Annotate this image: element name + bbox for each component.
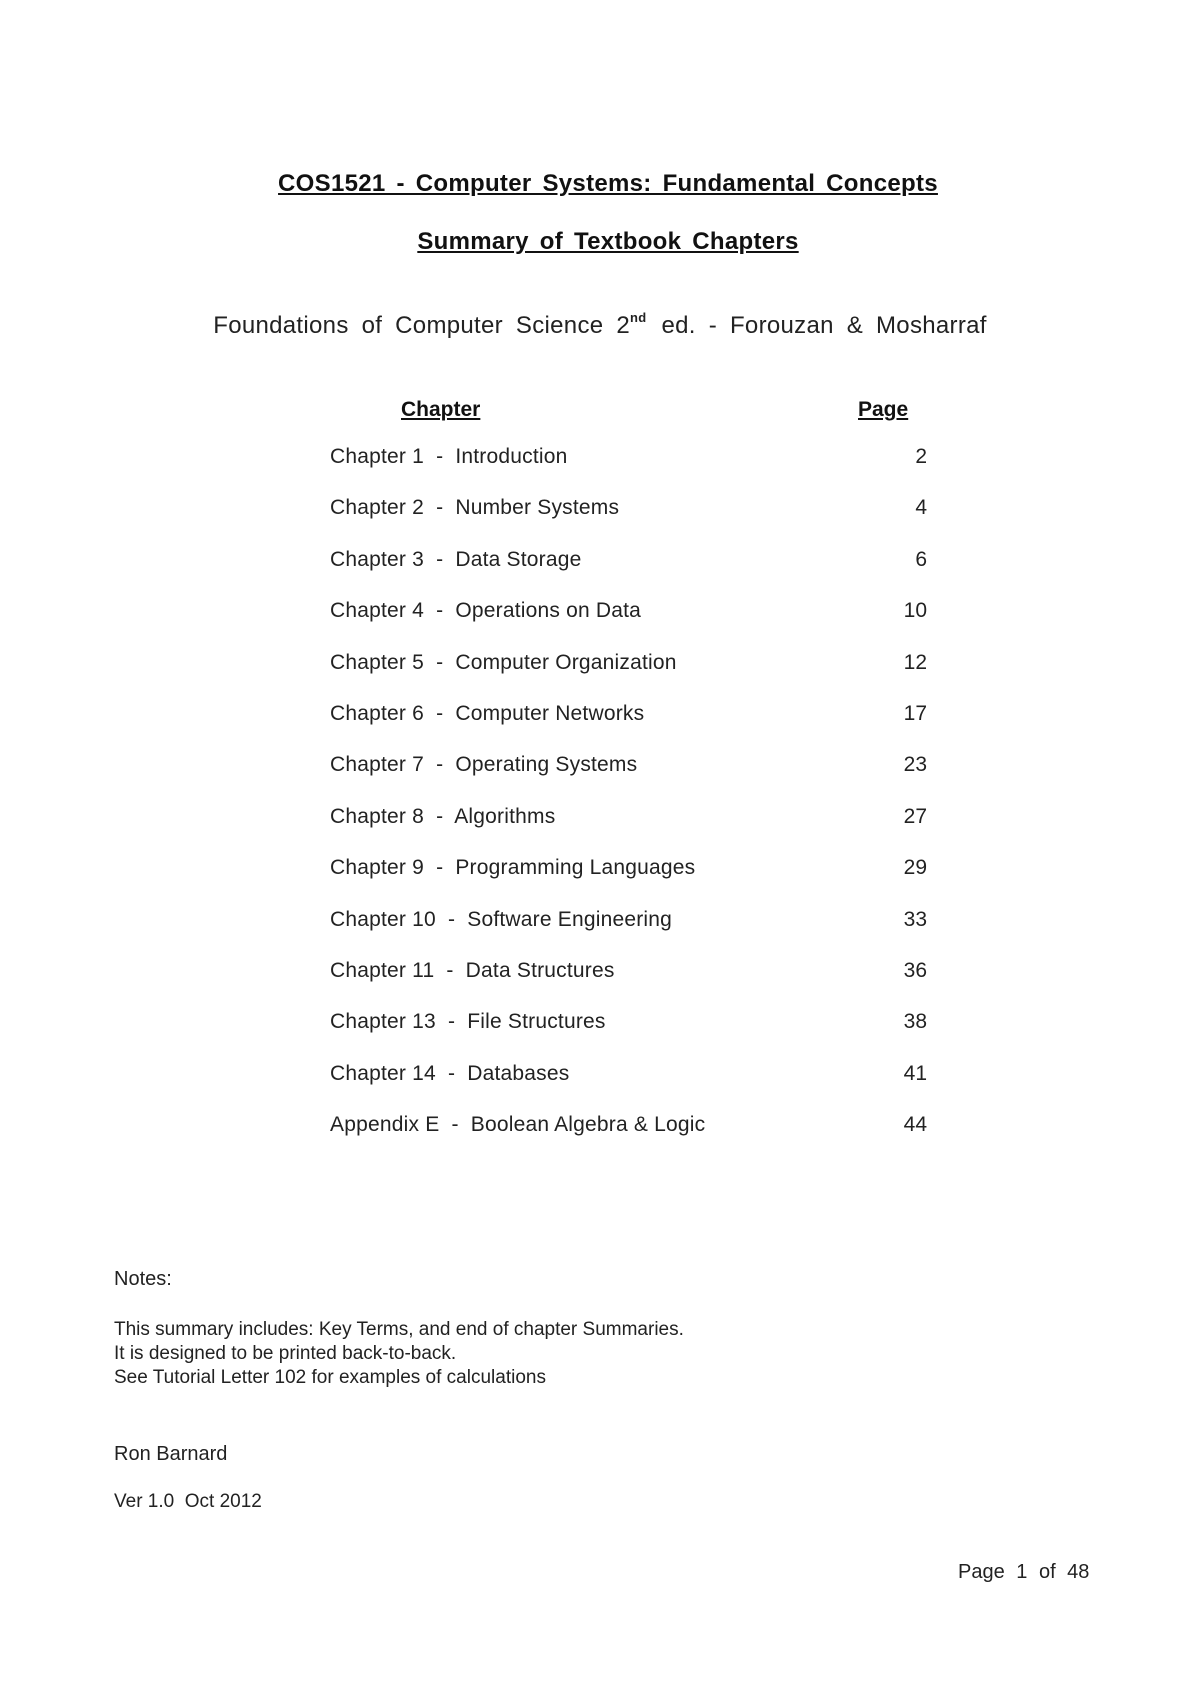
toc-row [330, 651, 927, 702]
toc-page-number: 4 [915, 496, 927, 520]
toc-row [330, 805, 927, 856]
textbook-title: Foundations of Computer Science 2 [213, 312, 631, 339]
toc-page-number: 12 [903, 650, 927, 674]
toc-row [330, 702, 927, 753]
textbook-edition-superscript: nd [630, 310, 647, 325]
toc-chapter-name: Chapter 8 - Algorithms [330, 804, 556, 828]
notes-line: It is designed to be printed back-to-back. [114, 1343, 457, 1364]
toc-page-number: 36 [903, 958, 927, 982]
toc-page-number: 17 [903, 701, 927, 725]
toc-page-number: 29 [903, 856, 927, 880]
toc-chapter-name: Chapter 7 - Operating Systems [330, 753, 638, 777]
toc-page-number: 2 [915, 445, 927, 468]
toc-page-number: 6 [915, 547, 927, 571]
toc-chapter-name: Appendix E - Boolean Algebra & Logic [330, 1113, 706, 1137]
toc-row [330, 1010, 927, 1061]
toc-chapter-name: Chapter 2 - Number Systems [330, 496, 620, 520]
toc-row [330, 908, 927, 959]
toc-page-number: 44 [903, 1113, 927, 1137]
notes-line: See Tutorial Letter 102 for examples of calculations [114, 1367, 546, 1388]
toc-page-number: 27 [903, 804, 927, 828]
toc-page-number: 38 [903, 1010, 927, 1034]
toc-header-page: Page [858, 398, 909, 421]
toc-chapter-name: Chapter 9 - Programming Languages [330, 856, 696, 880]
toc-row [330, 599, 927, 650]
notes-line: This summary includes: Key Terms, and end of chapter Summaries. [114, 1319, 684, 1340]
toc-row [330, 548, 927, 599]
toc-row [330, 856, 927, 907]
toc-page-number: 23 [903, 753, 927, 777]
toc-chapter-name: Chapter 4 - Operations on Data [330, 599, 642, 623]
toc-row [330, 496, 927, 547]
version-date: Ver 1.0 Oct 2012 [114, 1491, 262, 1512]
table-of-contents [330, 445, 927, 1164]
toc-chapter-name: Chapter 14 - Databases [330, 1061, 570, 1085]
document-title: COS1521 - Computer Systems: Fundamental Concepts [278, 170, 938, 197]
toc-chapter-name: Chapter 13 - File Structures [330, 1010, 606, 1034]
textbook-authors: ed. - Forouzan & Mosharraf [648, 312, 987, 339]
toc-row [330, 1113, 927, 1164]
page-number-footer: Page 1 of 48 [958, 1561, 1090, 1583]
toc-chapter-name: Chapter 10 - Software Engineering [330, 907, 673, 931]
toc-chapter-name: Chapter 3 - Data Storage [330, 547, 582, 571]
toc-chapter-name: Chapter 5 - Computer Organization [330, 650, 677, 674]
toc-row [330, 959, 927, 1010]
toc-header-chapter: Chapter [401, 398, 481, 421]
textbook-reference [0, 310, 1200, 340]
notes-body [114, 1318, 684, 1390]
toc-row [330, 1062, 927, 1113]
document-subtitle: Summary of Textbook Chapters [417, 228, 799, 255]
toc-row [330, 753, 927, 804]
toc-row [330, 445, 927, 496]
toc-chapter-name: Chapter 6 - Computer Networks [330, 701, 645, 725]
notes-heading: Notes: [114, 1268, 172, 1290]
toc-chapter-name: Chapter 11 - Data Structures [330, 958, 615, 982]
author-name: Ron Barnard [114, 1443, 228, 1465]
toc-page-number: 41 [903, 1061, 927, 1085]
toc-chapter-name: Chapter 1 - Introduction [330, 445, 568, 468]
toc-page-number: 10 [903, 599, 927, 623]
toc-page-number: 33 [903, 907, 927, 931]
